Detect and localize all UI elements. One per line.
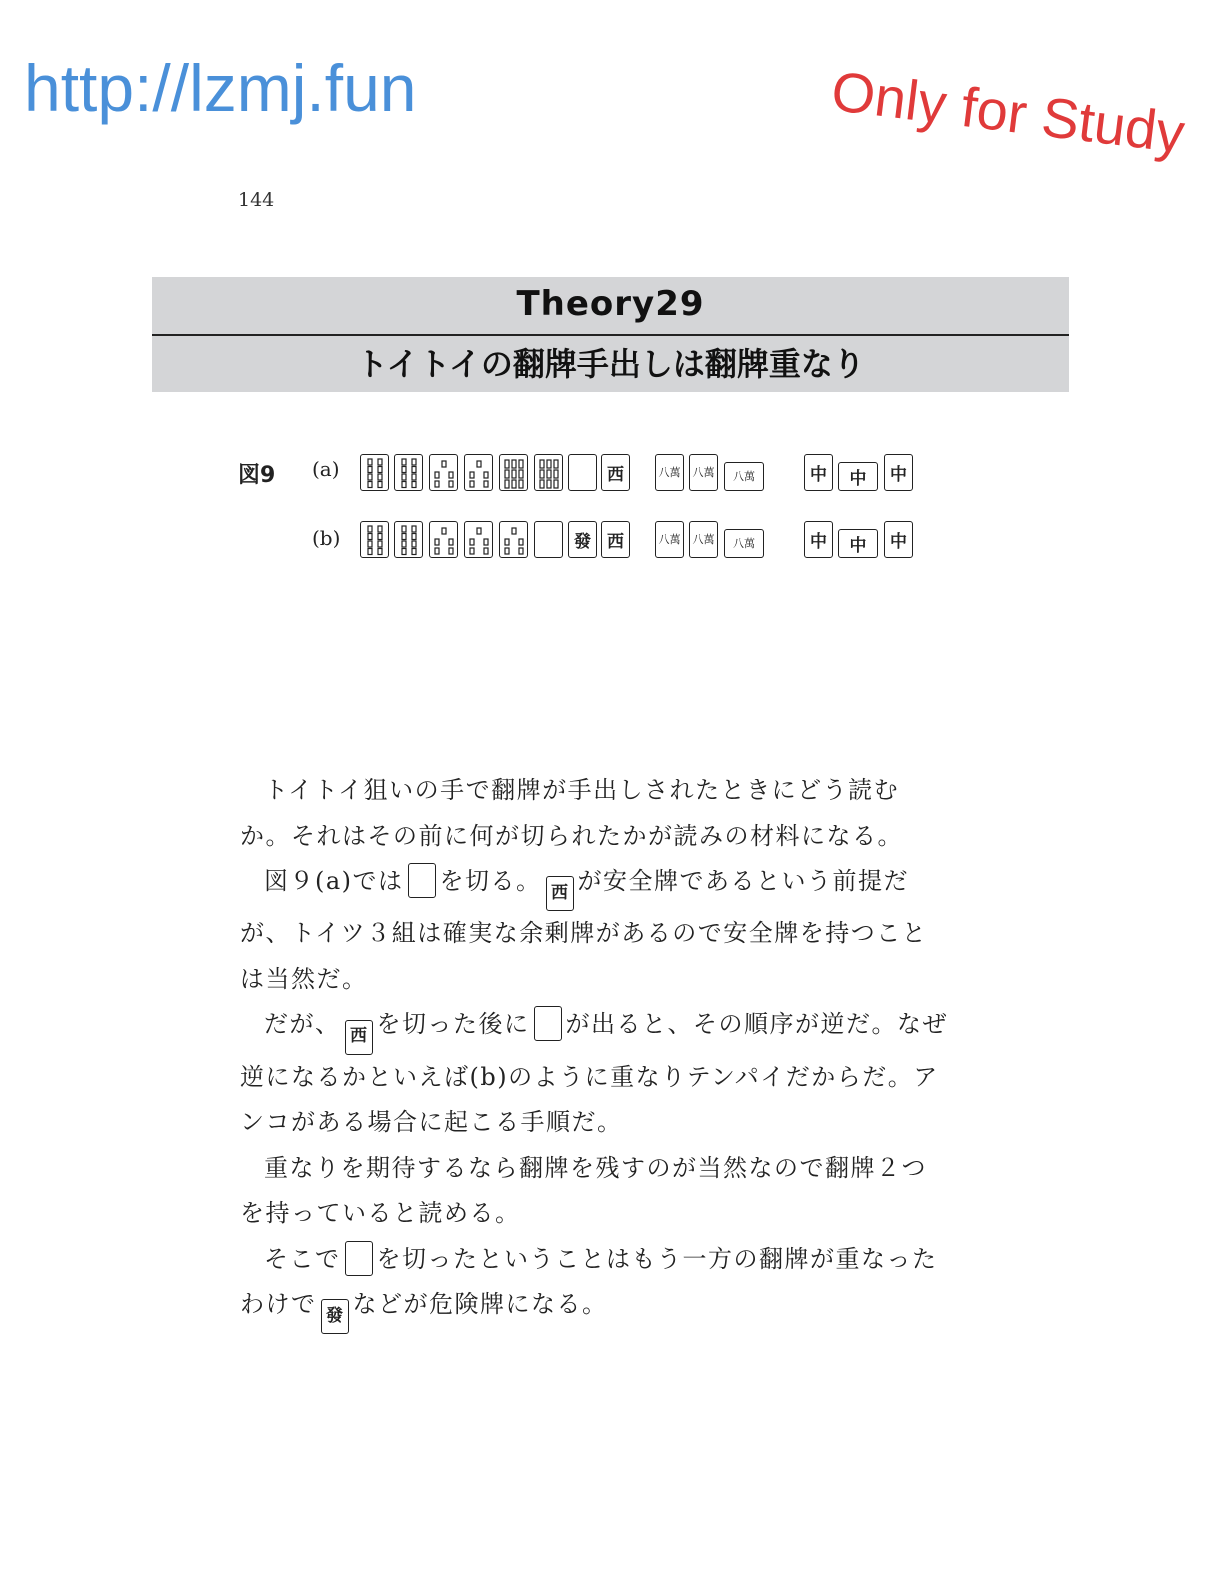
character-tile-sideways-icon: 八萬 bbox=[724, 529, 764, 558]
paragraph-5: そこで を切ったということはもう一方の翻牌が重なったわけで 發 などが危険牌になる。 bbox=[240, 1237, 950, 1335]
honor-tile-icon: 中 bbox=[804, 521, 833, 558]
honor-tile-icon: 中 bbox=[884, 454, 913, 491]
honor-tile-sideways-icon: 中 bbox=[838, 529, 878, 558]
bamboo-tile-icon bbox=[360, 454, 389, 491]
character-tile-icon: 八萬 bbox=[689, 454, 718, 491]
white-dragon-tile-icon bbox=[534, 521, 563, 558]
watermark-study: Only for Study bbox=[828, 58, 1189, 165]
bamboo-tile-icon bbox=[499, 454, 528, 491]
bamboo-tile-icon bbox=[464, 521, 493, 558]
theory-banner bbox=[152, 277, 1069, 392]
honor-tile-icon: 西 bbox=[601, 454, 630, 491]
west-tile-icon: 西 bbox=[546, 876, 574, 911]
paragraph-2: 図９(a)では を切る。 西 が安全牌であるという前提だが、トイツ３組は確実な余剰牌があるので安全牌を持つことは当然だ。 bbox=[240, 859, 950, 1002]
watermark-url: http://lzmj.fun bbox=[24, 51, 417, 125]
figure-row-b-label: (b) bbox=[312, 526, 341, 550]
green-dragon-tile-icon: 發 bbox=[321, 1299, 349, 1334]
character-tile-icon: 八萬 bbox=[655, 454, 684, 491]
bamboo-tile-icon bbox=[499, 521, 528, 558]
honor-tile-sideways-icon: 中 bbox=[838, 462, 878, 491]
honor-tile-icon: 發 bbox=[568, 521, 597, 558]
honor-tile-icon: 中 bbox=[804, 454, 833, 491]
character-tile-icon: 八萬 bbox=[655, 521, 684, 558]
character-tile-icon: 八萬 bbox=[689, 521, 718, 558]
bamboo-tile-icon bbox=[534, 454, 563, 491]
body-text bbox=[240, 768, 950, 1334]
bamboo-tile-icon bbox=[429, 521, 458, 558]
paragraph-3: だが、 西 を切った後に が出ると、その順序が逆だ。なぜ逆になるかといえば(b)のように重なりテンパイだからだ。アンコがある場合に起こる手順だ。 bbox=[240, 1002, 950, 1145]
honor-tile-icon: 中 bbox=[884, 521, 913, 558]
paragraph-4: 重なりを期待するなら翻牌を残すのが当然なので翻牌２つを持っていると読める。 bbox=[240, 1153, 927, 1227]
page-number: 144 bbox=[238, 189, 275, 211]
bamboo-tile-icon bbox=[394, 454, 423, 491]
bamboo-tile-icon bbox=[429, 454, 458, 491]
figure-row-a-label: (a) bbox=[312, 457, 340, 481]
banner-subtitle: トイトイの翻牌手出しは翻牌重なり bbox=[152, 336, 1069, 392]
blank-tile-icon bbox=[534, 1006, 562, 1041]
figure-label: 図9 bbox=[238, 463, 276, 488]
honor-tile-icon: 西 bbox=[601, 521, 630, 558]
blank-tile-icon bbox=[408, 863, 436, 898]
bamboo-tile-icon bbox=[360, 521, 389, 558]
white-dragon-tile-icon bbox=[568, 454, 597, 491]
banner-title: Theory29 bbox=[152, 277, 1069, 334]
west-tile-icon: 西 bbox=[345, 1020, 373, 1055]
character-tile-sideways-icon: 八萬 bbox=[724, 462, 764, 491]
paragraph-1: トイトイ狙いの手で翻牌が手出しされたときにどう読むか。それはその前に何が切られたかが読みの材料になる。 bbox=[240, 776, 903, 850]
bamboo-tile-icon bbox=[394, 521, 423, 558]
blank-tile-icon bbox=[345, 1241, 373, 1276]
bamboo-tile-icon bbox=[464, 454, 493, 491]
